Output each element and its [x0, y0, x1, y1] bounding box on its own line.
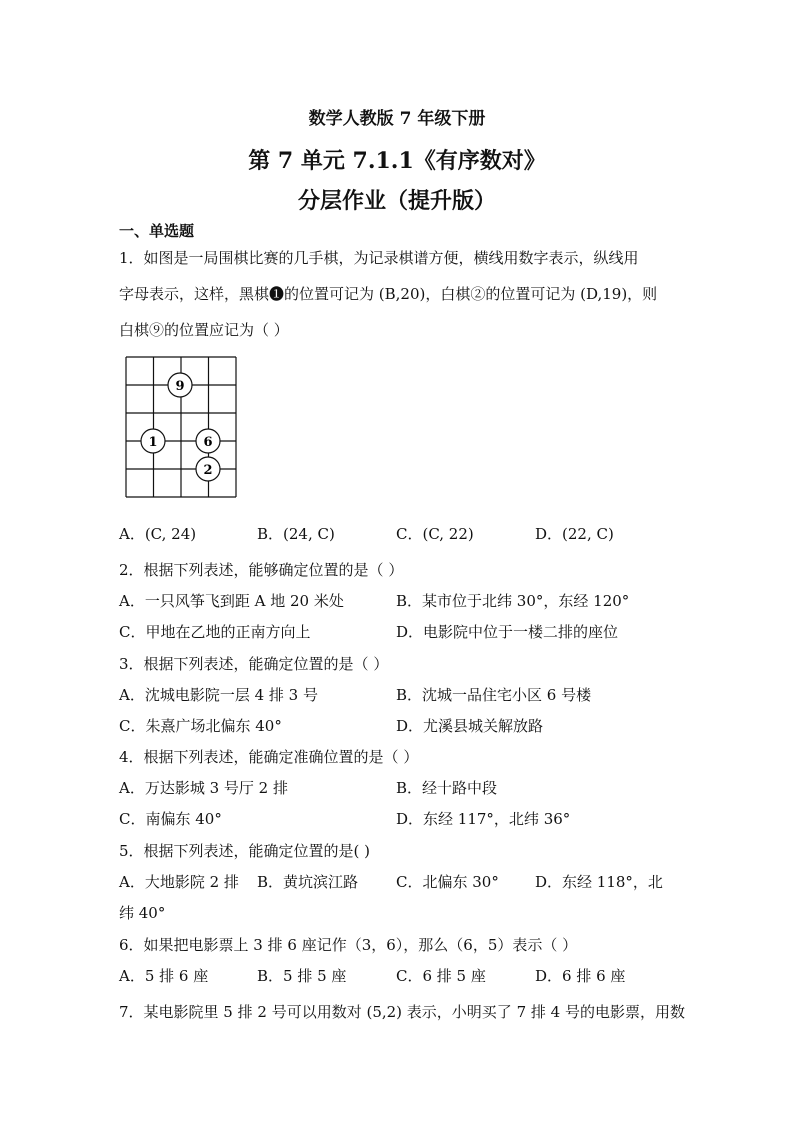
q3-stem: 3．根据下列表述，能确定位置的是（ ） — [119, 655, 389, 673]
stone-6 — [196, 429, 220, 453]
q1-option-b: B．(24, C) — [257, 525, 335, 543]
q2-option-a: A．一只风筝飞到距 A 地 20 米处 — [119, 592, 344, 610]
q1-line2: 字母表示，这样，黑棋❶的位置可记为 (B,20)，白棋②的位置可记为 (D,19)，则 — [119, 285, 658, 303]
q4-option-a: A．万达影城 3 号厅 2 排 — [119, 779, 288, 797]
svg-text:6: 6 — [203, 435, 213, 450]
q5-option-b: B．黄坑滨江路 — [257, 873, 359, 891]
q5-option-d: D．东经 118°，北 — [535, 873, 663, 891]
q1-option-d: D．(22, C) — [535, 525, 614, 543]
q6-option-b: B．5 排 5 座 — [257, 967, 347, 985]
q4-option-b: B．经十路中段 — [396, 779, 498, 797]
q3-option-d: D．尤溪县城关解放路 — [396, 717, 544, 735]
q2-option-d: D．电影院中位于一楼二排的座位 — [396, 623, 619, 641]
go-board-figure — [125, 356, 237, 498]
svg-text:9: 9 — [175, 379, 185, 394]
q4-option-d: D．东经 117°，北纬 36° — [396, 810, 571, 828]
q6-option-a: A．5 排 6 座 — [119, 967, 209, 985]
q5-stem: 5．根据下列表述，能确定位置的是( ) — [119, 842, 371, 860]
stone-2 — [196, 457, 220, 481]
q5-option-c: C．北偏东 30° — [396, 873, 499, 891]
doc-subject-title: 数学人教版 7 年级下册 — [308, 109, 486, 129]
q6-option-c: C．6 排 5 座 — [396, 967, 486, 985]
q2-option-c: C．甲地在乙地的正南方向上 — [119, 623, 311, 641]
q6-stem: 6．如果把电影票上 3 排 6 座记作（3，6），那么（6，5）表示（ ） — [119, 936, 578, 954]
q4-stem: 4．根据下列表述，能确定准确位置的是（ ） — [119, 748, 419, 766]
section-heading: 一、单选题 — [119, 222, 195, 240]
doc-homework-title: 分层作业（提升版） — [297, 188, 496, 214]
q2-option-b: B．某市位于北纬 30°，东经 120° — [396, 592, 630, 610]
q2-stem: 2．根据下列表述，能够确定位置的是（ ） — [119, 561, 404, 579]
q3-option-a: A．沈城电影院一层 4 排 3 号 — [119, 686, 318, 704]
q5-option-d-continued: 纬 40° — [119, 904, 166, 922]
doc-unit-title: 第 7 单元 7.1.1《有序数对》 — [248, 148, 546, 174]
svg-text:2: 2 — [203, 463, 213, 478]
q1-line3: 白棋⑨的位置应记为（ ） — [119, 321, 289, 339]
q7-line1: 7．某电影院里 5 排 2 号可以用数对 (5,2) 表示，小明买了 7 排 4 号的电影票，用数 — [119, 1003, 685, 1021]
svg-text:1: 1 — [148, 435, 158, 450]
go-board-svg — [125, 356, 237, 498]
stone-9 — [168, 373, 192, 397]
q5-option-a: A．大地影院 2 排 — [119, 873, 239, 891]
q1-option-a: A．(C, 24) — [119, 525, 197, 543]
q4-option-c: C．南偏东 40° — [119, 810, 222, 828]
q1-option-c: C．(C, 22) — [396, 525, 474, 543]
q3-option-b: B．沈城一品住宅小区 6 号楼 — [396, 686, 592, 704]
stone-1 — [141, 429, 165, 453]
q3-option-c: C．朱熹广场北偏东 40° — [119, 717, 282, 735]
q6-option-d: D．6 排 6 座 — [535, 967, 626, 985]
q1-line1: 1．如图是一局围棋比赛的几手棋，为记录棋谱方便，横线用数字表示，纵线用 — [119, 249, 639, 267]
